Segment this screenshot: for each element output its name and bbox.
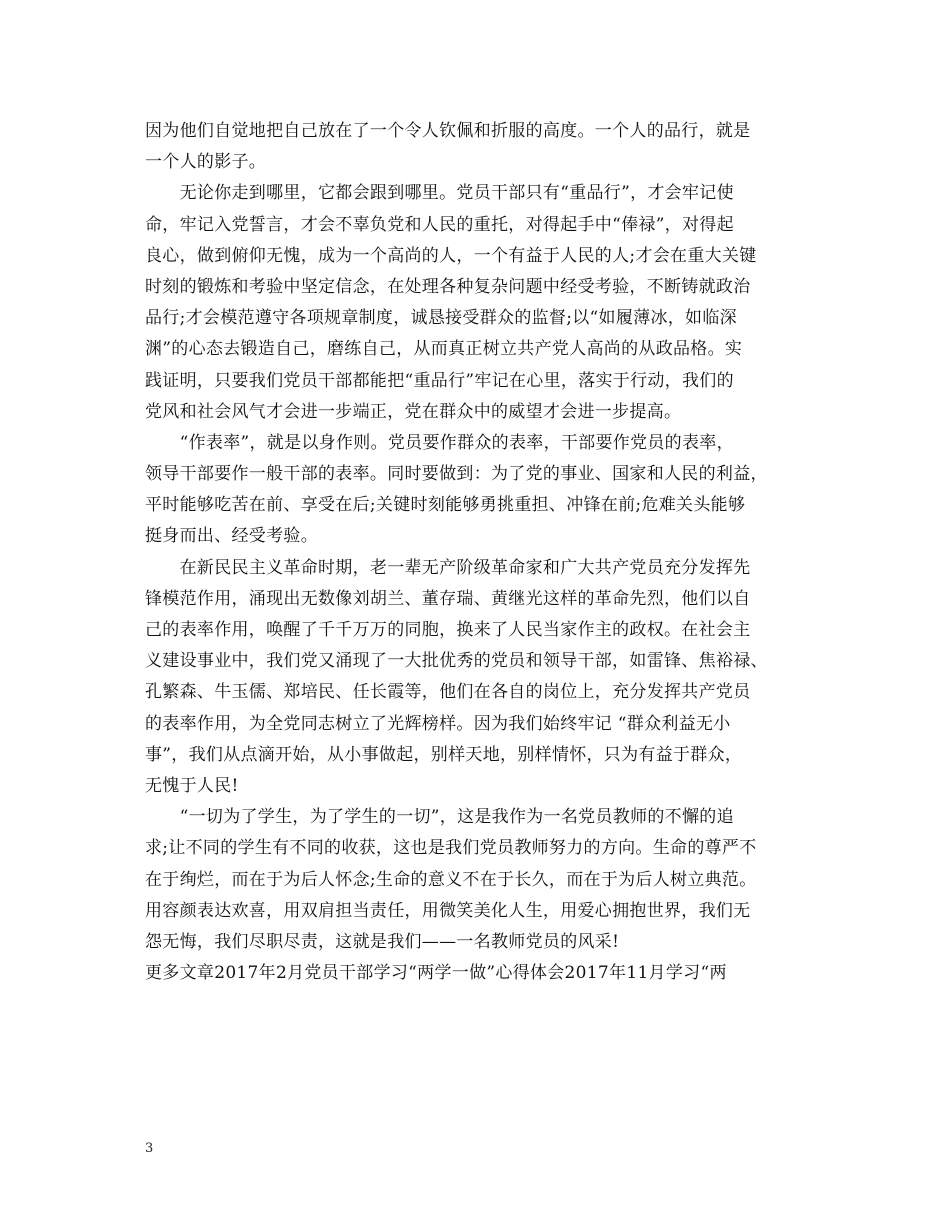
text-line: 时刻的锻炼和考验中坚定信念，在处理各种复杂问题中经受考验，不断铸就政治 (145, 276, 751, 297)
text-line: 渊”的心态去锻造自己，磨练自己，从而真正树立共产党人高尚的从政品格。实 (145, 339, 743, 360)
text-line: 用容颜表达欢喜，用双肩担当责任，用微笑美化人生，用爱心拥抱世界，我们无 (145, 900, 751, 921)
text-line: 一个人的影子。 (145, 152, 267, 173)
text-line: 求;让不同的学生有不同的收获，这也是我们党员教师努力的方向。生命的尊严不 (145, 838, 757, 859)
text-line: 无愧于人民! (145, 775, 239, 796)
text-line: 品行;才会模范遵守各项规章制度，诚恳接受群众的监督;以“如履薄冰，如临深 (145, 308, 737, 329)
text-line: 怨无悔，我们尽职尽责，这就是我们——一名教师党员的风采! (145, 931, 620, 952)
text-line: 己的表率作用，唤醒了千千万万的同胞，换来了人民当家作主的政权。在社会主 (145, 620, 751, 640)
text-line: 良心，做到俯仰无愧，成为一个高尚的人，一个有益于人民的人;才会在重大关键 (145, 245, 757, 266)
more-articles-line: 更多文章2017年2月党员干部学习“两学一做”心得体会2017年11月学习“两 (145, 963, 727, 984)
document-body (145, 116, 815, 989)
text-line: 锋模范作用，涌现出无数像刘胡兰、董存瑞、黄继光这样的革命先烈，他们以自 (145, 588, 751, 609)
text-line: 在于绚烂，而在于为后人怀念;生命的意义不在于长久，而在于为后人树立典范。 (145, 869, 757, 890)
text-line: 挺身而出、经受考验。 (145, 526, 318, 547)
text-line: 践证明，只要我们党员干部都能把“重品行”牢记在心里，落实于行动，我们的 (145, 370, 734, 391)
text-line: 命，牢记入党誓言，才会不辜负党和人民的重托，对得起手中“俸禄”，对得起 (145, 214, 734, 235)
text-line: 事”，我们从点滴开始，从小事做起，别样天地，别样情怀，只为有益于群众， (145, 744, 743, 765)
text-line: 领导干部要作一般干部的表率。同时要做到：为了党的事业、国家和人民的利益， (145, 464, 768, 485)
page-number: 3 (145, 1141, 154, 1156)
text-line: 义建设事业中，我们党又涌现了一大批优秀的党员和领导干部，如雷锋、焦裕禄、 (145, 651, 768, 672)
text-line: 平时能够吃苦在前、享受在后;关键时刻能够勇挑重担、冲锋在前;危难关头能够 (145, 495, 746, 516)
text-line: “作表率”，就是以身作则。党员要作群众的表率，干部要作党员的表率， (145, 432, 734, 453)
text-line: 在新民民主义革命时期，老一辈无产阶级革命家和广大共产党员充分发挥先 (145, 557, 751, 578)
text-line: 因为他们自觉地把自己放在了一个令人钦佩和折服的高度。一个人的品行，就是 (145, 121, 751, 141)
text-line: 党风和社会风气才会进一步端正，党在群众中的威望才会进一步提高。 (145, 401, 682, 422)
text-line: 的表率作用，为全党同志树立了光辉榜样。因为我们始终牢记 “群众利益无小 (145, 713, 731, 734)
text-line: 无论你走到哪里，它都会跟到哪里。党员干部只有“重品行”，才会牢记使 (145, 183, 734, 204)
text-line: “一切为了学生，为了学生的一切”，这是我作为一名党员教师的不懈的追 (145, 807, 734, 828)
text-line: 孔繁森、牛玉儒、郑培民、任长霞等，他们在各自的岗位上，充分发挥共产党员 (145, 682, 751, 703)
